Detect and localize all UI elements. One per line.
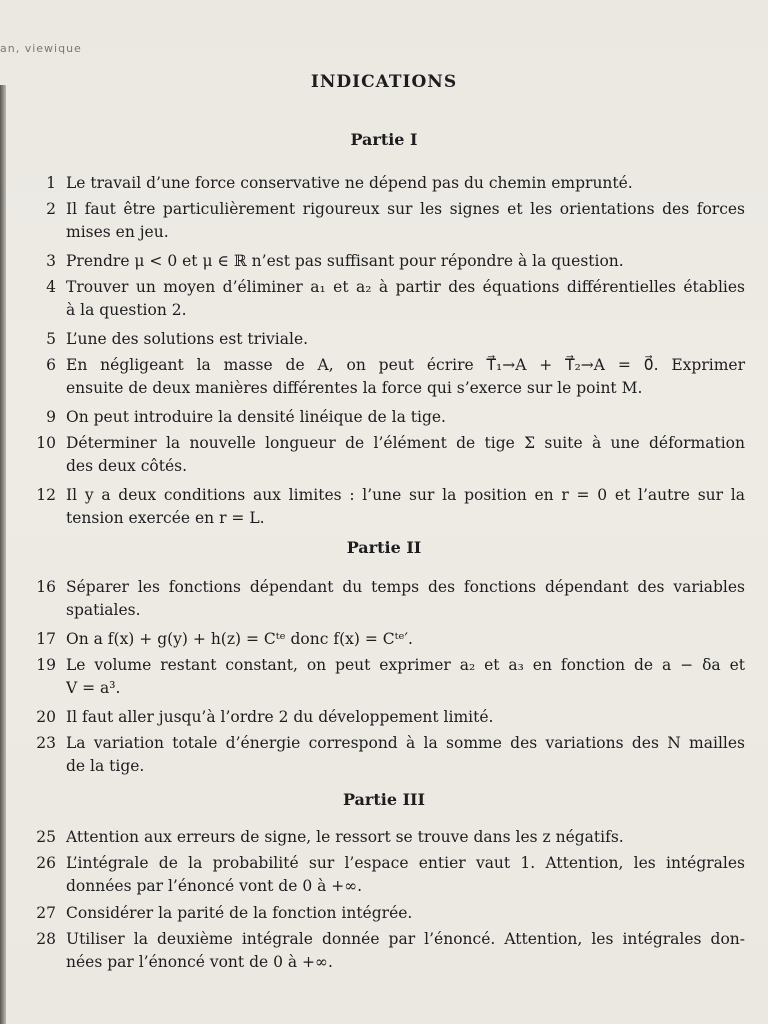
section-heading-partie-1: Partie I <box>350 130 418 149</box>
item-text-line: Trouver un moyen d’éliminer a₁ et a₂ à partir des équations différentielles établies <box>66 278 745 296</box>
item-text: On a f(x) + g(y) + h(z) = Cᵗᵉ donc f(x) = Cᵗᵉ′. <box>66 630 413 648</box>
item-text: L’une des solutions est triviale. <box>66 330 309 348</box>
item-number: 4 <box>46 278 56 296</box>
item-text-line: Le volume restant constant, on peut exprimer a₂ et a₃ en fonction de a − δa et <box>66 656 745 674</box>
item-number: 2 <box>46 200 56 218</box>
item-text-line: mises en jeu. <box>66 223 169 241</box>
item-number: 28 <box>36 930 56 948</box>
item-text-line: tension exercée en r = L. <box>66 509 265 527</box>
item-text: Considérer la parité de la fonction intégrée. <box>66 904 413 922</box>
item-text-line: spatiales. <box>66 601 141 619</box>
item-number: 3 <box>46 252 56 270</box>
item-text-line: ensuite de deux manières différentes la force qui s’exerce sur le point M. <box>66 379 643 397</box>
item-text-line: Utiliser la deuxième intégrale donnée par l’énoncé. Attention, les intégrales don- <box>66 930 745 948</box>
section-heading-partie-3: Partie III <box>342 790 426 809</box>
page-title: INDICATIONS <box>310 72 458 92</box>
item-text-line: des deux côtés. <box>66 457 188 475</box>
item-number: 16 <box>36 578 56 596</box>
item-text-line: La variation totale d’énergie correspond à la somme des variations des N mailles <box>66 734 745 752</box>
item-text-line: à la question 2. <box>66 301 187 319</box>
item-text-line: Il y a deux conditions aux limites : l’une sur la position en r = 0 et l’autre sur la <box>66 486 745 504</box>
item-number: 19 <box>36 656 56 674</box>
item-text-line: de la tige. <box>66 757 145 775</box>
item-text-line: L’intégrale de la probabilité sur l’espace entier vaut 1. Attention, les intégrales <box>66 854 745 872</box>
item-number: 17 <box>36 630 56 648</box>
section-heading-partie-2: Partie II <box>346 538 422 557</box>
item-number: 25 <box>36 828 56 846</box>
item-text-line: En négligeant la masse de A, on peut écrire T⃗₁→A + T⃗₂→A = 0⃗. Exprimer <box>66 356 745 374</box>
item-text-line: données par l’énoncé vont de 0 à +∞. <box>66 877 363 895</box>
item-text: Il faut aller jusqu’à l’ordre 2 du développement limité. <box>66 708 494 726</box>
header-bleed-text: an, viewique <box>0 42 82 55</box>
item-number: 27 <box>36 904 56 922</box>
item-number: 9 <box>46 408 56 426</box>
item-number: 1 <box>46 174 56 192</box>
item-number: 20 <box>36 708 56 726</box>
item-text: Attention aux erreurs de signe, le ressort se trouve dans les z négatifs. <box>66 828 624 846</box>
item-text-line: V = a³. <box>66 679 121 697</box>
item-number: 5 <box>46 330 56 348</box>
item-number: 10 <box>36 434 56 452</box>
item-number: 23 <box>36 734 56 752</box>
item-text-line: Il faut être particulièrement rigoureux sur les signes et les orientations des forces <box>66 200 745 218</box>
item-text-line: nées par l’énoncé vont de 0 à +∞. <box>66 953 333 971</box>
item-text: On peut introduire la densité linéique de la tige. <box>66 408 446 426</box>
item-text-line: Déterminer la nouvelle longueur de l’élément de tige Σ suite à une déformation <box>66 434 745 452</box>
item-text: Prendre μ < 0 et μ ∈ ℝ n’est pas suffisant pour répondre à la question. <box>66 252 624 270</box>
item-number: 6 <box>46 356 56 374</box>
item-text: Le travail d’une force conservative ne dépend pas du chemin emprunté. <box>66 174 633 192</box>
item-text-line: Séparer les fonctions dépendant du temps des fonctions dépendant des variables <box>66 578 745 596</box>
item-number: 12 <box>36 486 56 504</box>
item-number: 26 <box>36 854 56 872</box>
